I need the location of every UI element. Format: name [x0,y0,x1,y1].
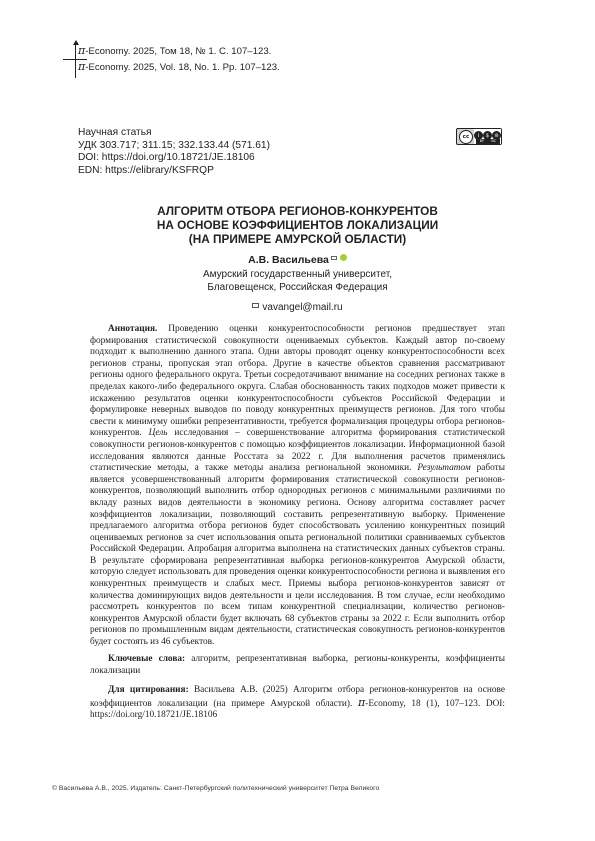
journal-citation-en-text: -Economy. 2025, Vol. 18, No. 1. Pp. 107–123. [85,62,280,73]
keywords [90,654,505,677]
cc-label-by: BY [479,139,484,143]
by-icon: i [474,131,483,140]
orcid-icon[interactable] [340,254,347,261]
title-line-3: (НА ПРИМЕРЕ АМУРСКОЙ ОБЛАСТИ) [188,232,407,247]
citation-label: Для цитирования: [108,685,189,695]
email-address[interactable]: vavangel@mail.ru [262,302,343,313]
cc-license-badge[interactable] [456,128,502,145]
keywords-label: Ключевые слова: [108,654,186,664]
article-meta [78,127,378,177]
abstract-label: Аннотация. [108,324,158,334]
keywords-text: алгоритм, репрезентативная выборка, регионы-конкуренты, коэффициенты локализации [90,654,505,676]
citation-paragraph [90,685,505,722]
author-name: А.В. Васильева [248,254,329,266]
cc-labels [476,139,500,144]
cc-label-nc: NC [491,139,497,143]
copyright-footer: © Васильева А.В., 2025. Издатель: Санкт-Петербургский политехнический университет Петра Великого [52,785,380,792]
affiliation [0,269,595,294]
abstract-paragraph [90,324,505,649]
pi-symbol: π [78,60,86,73]
citation-text-2: -Economy, 18 (1), 107–123. DOI: https://doi.org/10.18721/JE.18106 [90,698,505,721]
journal-header [78,44,518,74]
affiliation-line-1: Амурский государственный университет, [203,269,392,280]
pi-symbol: π [78,44,86,57]
cc-icon: cc [459,130,473,144]
journal-citation-ru-text: -Economy. 2025, Том 18, № 1. С. 107–123. [85,46,272,57]
udc-code: УДК 303.717; 311.15; 332.133.44 (571.61) [78,139,270,151]
title-line-1: АЛГОРИТМ ОТБОРА РЕГИОНОВ-КОНКУРЕНТОВ [157,204,438,218]
nd-icon: ⊜ [492,131,501,140]
nc-icon: $ [483,131,492,140]
title-line-2: НА ОСНОВЕ КОЭФФИЦИЕНТОВ ЛОКАЛИЗАЦИИ [156,218,439,233]
keywords-paragraph [90,654,505,677]
author-line [0,254,595,267]
abstract-text-2: исследования – совершенствование алгоритма формирования статистической совокупности регионов-конкурентов с помощью коэффициентов локализации. Информационной базой исследования являются данные Росстата за 2022 г. Для выполнения расчетов применялись статистические методы, а также методы анализа региональной экономики. [90,428,505,474]
edn-link[interactable]: EDN: https://elibrary/KSFRQP [78,164,214,176]
citation [90,685,505,722]
pi-symbol: π [358,695,366,709]
envelope-icon [252,303,259,308]
article-type: Научная статья [78,127,152,138]
abstract [90,324,505,649]
email-icon [331,256,337,260]
affiliation-line-2: Благовещенск, Российская Федерация [207,281,388,293]
journal-citation-en [78,60,518,74]
abstract-text-1: Проведению оценки конкурентоспособности регионов предшествует этап формирования статистической совокупности оцениваемых субъектов. Каждый автор по-своему подходит к выполнению данного этапа. Одни авторы проводят оценку конкурентоспособности всех регионов страны, пропуская этап отбора. Другие в качестве объектов сравнения рассматривают регионы одного федерального округа. Третьи сосредотачивают внимание на соседних регионах также в пределах какого-либо федерального округа. Слабая обоснованность таких подходов может привести к искажению результатов оценки конкурентоспособности субъектов Российской Федерации и формулировке неверных выводов по поводу конкурентных преимуществ регионов. Для того чтобы свести к минимуму ошибки репрезентативности, требуется формализация процедуры отбора регионов-конкурентов. [90,324,505,439]
abstract-goal-label: Цель [148,428,168,439]
citation-text-1: Васильева А.В. (2025) Алгоритм отбора регионов-конкурентов на основе коэффициентов локализации (на примере Амурской области). [90,685,505,709]
author-email [0,302,595,313]
article-title [0,204,595,247]
abstract-text-3: работы является усовершенствованный алгоритм формирования статистической совокупности регионов-конкурентов, позволяющий выполнить отбор однородных регионов с минимальными различиями по вкладу разных видов деятельности в экономику региона. Основу алгоритма составляет расчет коэффициентов локализации, позволяющий составить репрезентативную выборку. Применение предлагаемого алгоритма отбора регионов будет способствовать усилению конкурентных позиций оцениваемых регионов за счет использования опыта региональной политики сравниваемых субъектов Российской Федерации. Апробация алгоритма выполнена на статистических данных субъектов страны. В результате сформирована репрезентативная выборка регионов-конкурентов Амурской области, которую следует использовать для проведения оценки конкурентоспособности региона и выявления его конкурентных преимуществ и слабых мест. Приемы выбора регионов-конкурентов зависят от количества доминирующих видов деятельности и цели исследования. В том случае, если необходимо рассмотреть конкурентов по всем типам конкурентной специализации, количество регионов-конкурентов Амурской области будет включать 68 субъектов страны за 2022 г. Если выполнить отбор регионов по промышленным видам деятельности, статистическая совокупность регионов-конкурентов будет состоять из 46 субъектов. [90,463,505,648]
journal-citation-ru [78,44,518,58]
abstract-results-label: Результатом [417,463,471,474]
doi-link[interactable]: DOI: https://doi.org/10.18721/JE.18106 [78,152,255,164]
